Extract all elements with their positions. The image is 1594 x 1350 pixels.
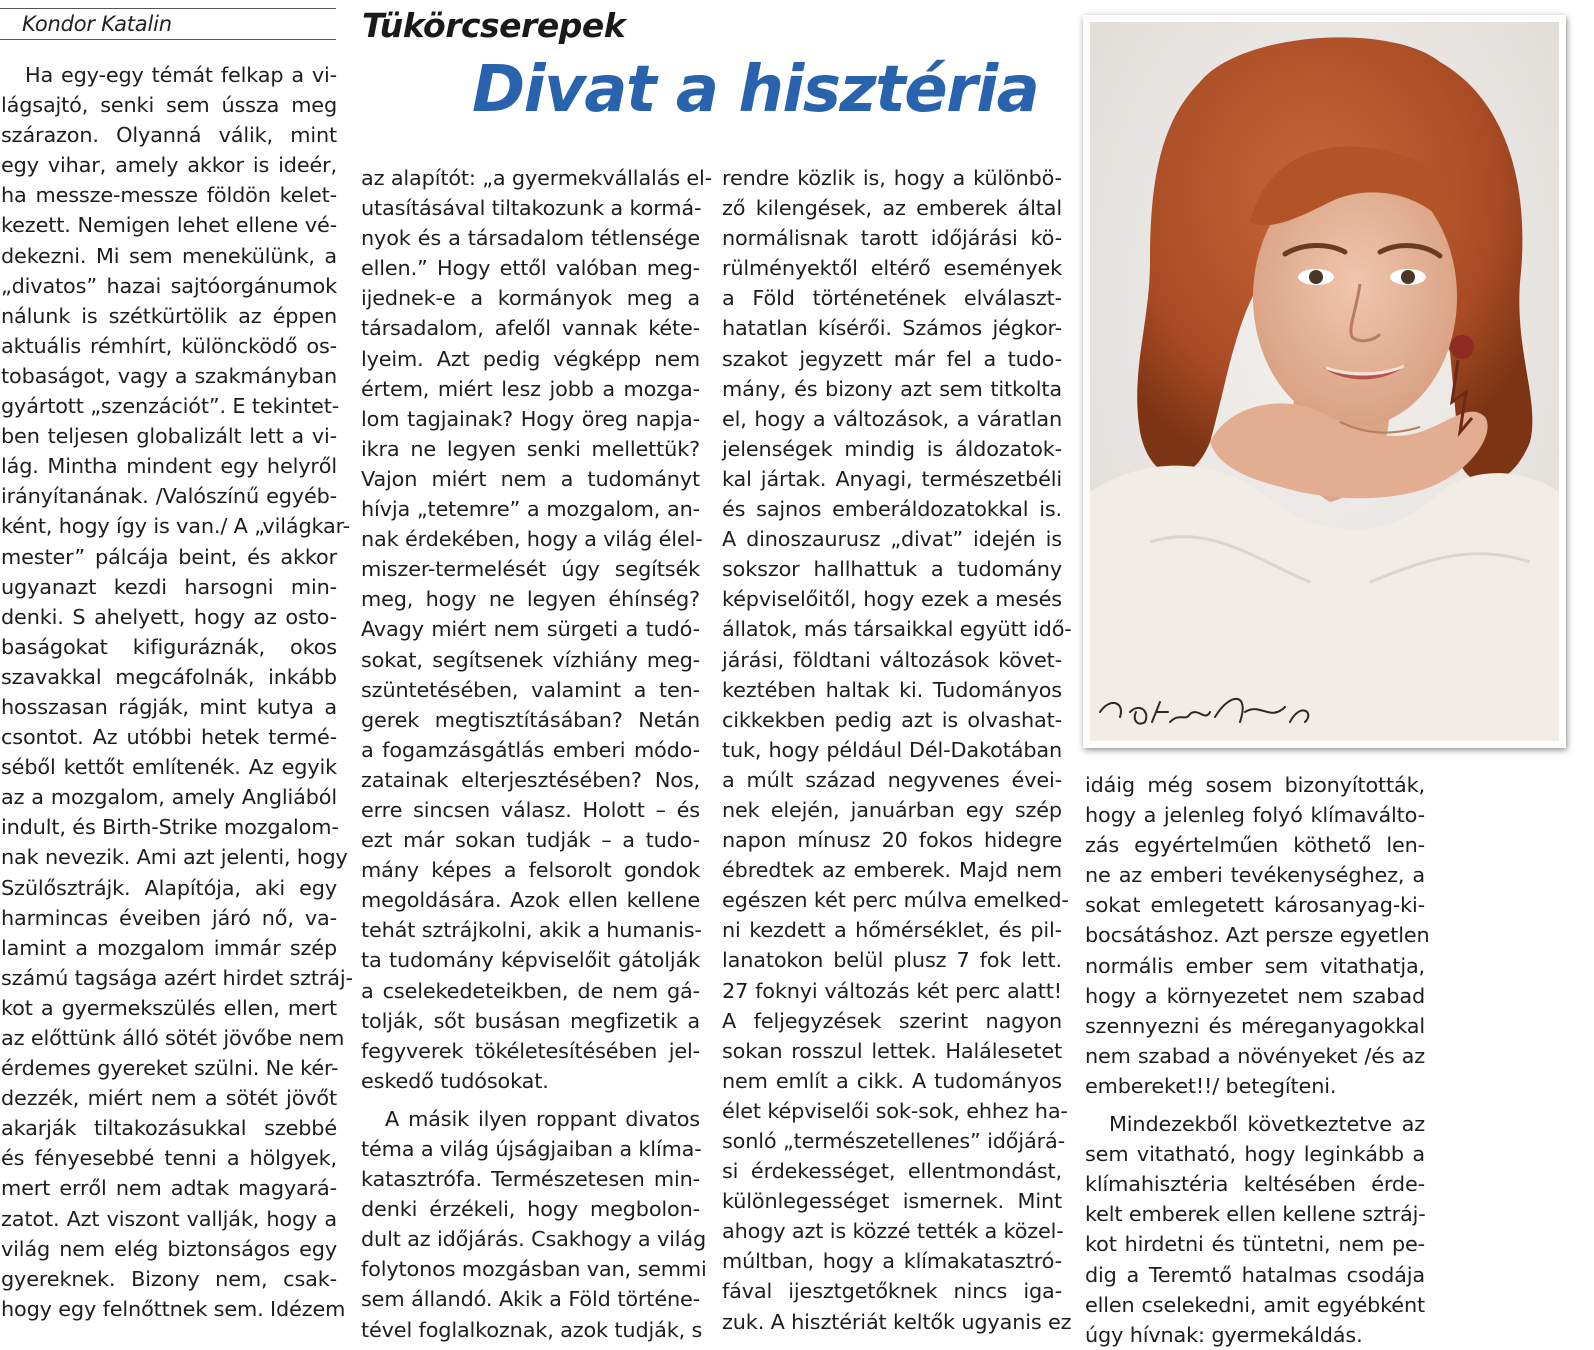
byline-rule-top [0, 8, 336, 9]
text-line: szárazon. Olyanná válik, mint [1, 123, 337, 148]
text-line: ijednek-e a kormányok meg a [361, 286, 700, 311]
text-line: „divatos” hazai sajtóorgánumok [1, 273, 337, 298]
text-line: ezt már sokan tudják – a tudo- [361, 828, 700, 853]
text-line: aktuális rémhírt, különcködő os- [1, 333, 337, 358]
text-line: eskedő tudósokat. [361, 1068, 549, 1093]
text-line: tolják, sőt busásan megfizetik a [361, 1008, 700, 1033]
text-line: 27 foknyi változás két perc alatt! [722, 978, 1062, 1003]
text-line: járási, földtani változások követ- [722, 647, 1062, 672]
text-line: élet képviselői sok-sok, ehhez ha- [722, 1098, 1068, 1123]
text-line: csontot. Az utóbbi hetek termé- [1, 725, 337, 750]
text-line: kot hirdetni és tüntetni, nem pe- [1085, 1232, 1425, 1257]
text-line: mert erről nem adtak magyará- [1, 1176, 337, 1201]
portrait-photo [1083, 15, 1566, 748]
article-headline: Divat a hisztéria [472, 53, 1039, 127]
text-line: ni kezdett a hőmérséklet, és pil- [722, 918, 1062, 943]
text-line: lág. Mintha mindent egy helyről [1, 454, 337, 479]
text-line: bocsátáshoz. Azt persze egyetlen [1085, 923, 1430, 948]
text-line: és sajnos emberáldozatokkal is. [722, 497, 1062, 522]
text-line: sem állandó. Akik a Föld történe- [361, 1287, 700, 1312]
text-line: fával ijesztgetőknek nincs iga- [722, 1279, 1062, 1304]
text-line: nem említ a cikk. A tudományos [722, 1068, 1062, 1093]
text-line: megoldására. Azok ellen kellene [361, 888, 700, 913]
text-line: lágsajtó, senki sem ússza meg [1, 93, 337, 118]
text-line: hívja „tetemre” a mozgalom, an- [361, 497, 700, 522]
text-line: hatatlan kísérői. Számos jégkor- [722, 316, 1062, 341]
text-line: gerek megtisztításában? Netán [361, 707, 700, 732]
text-line: tével foglalkoznak, azok tudják, s [361, 1317, 703, 1342]
text-line: tuk, hogy például Dél-Dakotában [722, 737, 1062, 762]
text-line: normálisnak tarott időjárási kö- [722, 226, 1062, 251]
text-line: Ha egy-egy témát felkap a vi- [25, 63, 337, 87]
text-line: különlegességet ismernek. Mint [722, 1189, 1062, 1214]
text-line: si érdekességet, ellentmondást, [722, 1159, 1062, 1184]
text-line: dig a Teremtő hatalmas csodája [1085, 1262, 1425, 1287]
text-line: dezzék, miért nem a sötét jövőt [1, 1086, 337, 1111]
text-line: ugyanazt kezdi harsogni min- [1, 574, 337, 599]
text-line: tehát sztrájkolni, akik a humanis- [361, 918, 702, 943]
text-line: zatot. Azt viszont vallják, hogy a [1, 1206, 337, 1231]
text-line: téma a világ újságjaiban a klíma- [361, 1137, 702, 1161]
text-line: A dinoszaurusz „divat” idején is [722, 527, 1062, 552]
text-line: harmincas éveiben járó nő, va- [1, 905, 337, 930]
text-line: meg, hogy ne legyen éhínség? [361, 587, 700, 612]
text-line: sokan rosszul lettek. Halálesetet [722, 1038, 1062, 1063]
text-line: denki érzékeli, hogy megbolon- [361, 1197, 700, 1222]
text-line: A feljegyzések szerint nagyon [722, 1008, 1062, 1033]
text-column-2 [361, 163, 713, 1345]
text-line: nak érdekében, hogy a világ élel- [361, 527, 703, 552]
author-byline: Kondor Katalin [22, 12, 172, 36]
text-line: denki. S ahelyett, hogy az osto- [1, 604, 337, 629]
text-line: tobaságot, vagy a szakmányban [1, 363, 337, 388]
text-line: a múlt század negyvenes évei- [722, 767, 1062, 792]
text-line: cikkekben pedig azt is olvashat- [722, 707, 1062, 732]
text-line: rendre közlik is, hogy a különbö- [722, 166, 1062, 190]
text-line: jelenségek mindig is áldozatok- [722, 436, 1062, 461]
text-line: ha messze-messze földön kelet- [1, 183, 337, 208]
text-line: fegyverek tökéletesítésében jel- [361, 1038, 700, 1063]
text-line: baságokat kifiguráznák, okos [1, 634, 337, 659]
text-line: zatainak elterjesztésében? Nos, [361, 767, 700, 792]
text-line: ben teljesen globalizált lett a vi- [1, 424, 337, 449]
text-line: erre sincsen válasz. Holott – és [361, 797, 700, 822]
text-line: nem szabad a növényeket /és az [1085, 1043, 1425, 1068]
text-line: ébredtek az emberek. Majd nem [722, 858, 1062, 883]
text-line: Mindezekből következtetve az [1109, 1112, 1425, 1137]
text-line: utasításával tiltakozunk a kormá- [361, 196, 702, 221]
text-line: ahogy azt is közzé tették a közel- [722, 1219, 1064, 1244]
text-line: embereket!!/ betegíteni. [1085, 1073, 1337, 1098]
text-line: lamint a mozgalom immár szép [1, 935, 337, 960]
text-line: ellen cselekedni, amit egyébként [1085, 1292, 1425, 1317]
text-line: lom tagjainak? Hogy öreg napja- [361, 406, 700, 431]
text-line: hogy egy felnőttnek sem. Idézem [1, 1296, 346, 1321]
text-line: szüntetésében, valamint a ten- [361, 677, 700, 702]
text-line: ta tudomány képviselőit gátolják [361, 948, 700, 973]
text-line: gyártott „szenzációt”. E tekintet- [1, 394, 340, 419]
text-line: hogy a jelenleg folyó klímaválto- [1085, 803, 1425, 828]
text-line: ne az emberi tevékenységhez, a [1085, 863, 1425, 888]
text-line: számú tagsága azért hirdet sztráj- [1, 965, 353, 990]
text-line: kezett. Nemigen lehet ellene vé- [1, 213, 337, 238]
text-line: nálunk is szétkürtölik az éppen [1, 303, 337, 328]
text-line: miszer-termelését úgy segítsék [361, 557, 700, 582]
text-line: állatok, más társaikkal együtt idő- [722, 617, 1072, 642]
text-line: a fogamzásgátlás emberi módo- [361, 737, 700, 762]
text-line: zás egyértelműen köthető len- [1085, 833, 1425, 858]
text-column-1 [1, 60, 353, 1324]
text-line: kelt emberek ellen kellene sztráj- [1085, 1202, 1426, 1227]
text-line: és fényesebbé tenni a hölgyek, [1, 1146, 337, 1171]
text-line: irányítanának. /Valószínű egyéb- [1, 484, 337, 509]
text-line: szavakkal megcáfolnák, inkább [1, 664, 337, 689]
text-line: mester” pálcája beint, és akkor [1, 544, 337, 569]
text-line: gyereknek. Bizony nem, csak- [1, 1266, 337, 1291]
text-line: lyeim. Azt pedig végképp nem [361, 346, 700, 371]
text-line: normális ember sem vitathatja, [1085, 953, 1425, 978]
text-line: nak nevezik. Ami azt jelenti, hogy [1, 845, 348, 870]
text-line: egészen két perc múlva emelked- [722, 888, 1069, 913]
text-line: a Föld történetének elválaszt- [722, 286, 1062, 311]
text-line: A másik ilyen roppant divatos [385, 1106, 700, 1131]
text-line: akarják tiltakozásukkal szebbé [1, 1116, 337, 1141]
text-line: sokszor hallhattuk a tudomány [722, 557, 1062, 582]
text-line: világ nem elég biztonságos egy [1, 1236, 337, 1261]
text-line: kot a gyermekszülés ellen, mert [1, 995, 337, 1020]
text-line: mány képes a felsorolt gondok [361, 858, 700, 883]
text-line: sokat emlegetett károsanyag-ki- [1085, 893, 1425, 918]
byline-rule-bottom [0, 39, 336, 40]
text-line: képviselőitől, hogy ezek a mesés [722, 587, 1062, 612]
text-line: a cselekedeteikben, de nem gá- [361, 978, 700, 1003]
text-column-4 [1085, 770, 1430, 1350]
text-line: értem, miért lesz jobb a mozga- [361, 376, 700, 401]
text-line: séből kettőt említenék. Az egyik [1, 755, 337, 780]
text-line: társadalom, afelől vannak kéte- [361, 316, 700, 341]
text-line: ző kilengések, az emberek által [722, 196, 1062, 221]
text-line: zuk. A hisztériát keltők ugyanis ez [722, 1309, 1072, 1334]
text-line: úgy hívnak: gyermekáldás. [1085, 1322, 1363, 1347]
text-line: lanatokon belül plusz 7 fok lett. [722, 948, 1062, 973]
text-line: kal jártak. Anyagi, természetbéli [722, 466, 1062, 491]
text-line: Avagy miért nem sürgeti a tudó- [361, 617, 700, 642]
text-line: szakot jegyzett már fel a tudo- [722, 346, 1062, 371]
text-line: Szülősztrájk. Alapítója, aki egy [1, 875, 337, 900]
text-line: az a mozgalom, amely Angliából [1, 785, 337, 810]
text-line: sonló „természetellenes” időjárá- [722, 1129, 1065, 1153]
text-line: ellen.” Hogy ettől valóban meg- [361, 256, 700, 281]
text-line: szennyezni és méreganyagokkal [1085, 1013, 1425, 1038]
text-line: dult az időjárás. Csakhogy a világ [361, 1227, 707, 1252]
text-line: idáig még sosem bizonyították, [1085, 773, 1425, 797]
text-line: múltban, hogy a klímakatasztró- [722, 1249, 1062, 1274]
text-line: katasztrófa. Természetesen min- [361, 1167, 700, 1192]
text-line: napon mínusz 20 fokos hidegre [722, 828, 1062, 853]
text-line: mány, és bizony azt sem titkolta [722, 376, 1062, 401]
text-line: sem vitatható, hogy leginkább a [1085, 1142, 1425, 1167]
text-line: nyok és a társadalom tétlensége [361, 226, 700, 251]
text-line: indult, és Birth-Strike mozgalom- [1, 815, 339, 840]
text-line: el, hogy a változások, a váratlan [722, 406, 1062, 431]
text-line: nek elején, januárban egy szép [722, 797, 1062, 822]
text-line: egy vihar, amely akkor is ideér, [1, 153, 337, 178]
text-line: sokat, segítsenek vízhiány meg- [361, 647, 700, 672]
paragraph-gap [361, 1096, 700, 1104]
text-line: ikra ne legyen senki mellettük? [361, 436, 700, 461]
section-kicker: Tükörcserepek [362, 6, 626, 45]
text-line: rülményektől eltérő események [722, 256, 1062, 281]
text-line: hosszasan rágják, mint kutya a [1, 694, 337, 719]
text-line: érdemes gyereket szülni. Ne kér- [1, 1056, 339, 1081]
text-line: hogy a környezetet nem szabad [1085, 983, 1425, 1008]
text-column-3 [722, 163, 1072, 1337]
paragraph-gap [1085, 1101, 1425, 1109]
text-line: keztében haltak ki. Tudományos [722, 677, 1062, 702]
text-line: dekezni. Mi sem menekülünk, a [1, 243, 337, 268]
text-line: ként, hogy így is van./ A „világkar- [1, 514, 351, 539]
text-line: az előttünk álló sötét jövőbe nem [1, 1026, 345, 1050]
text-line: klímahisztéria keltésében érde- [1085, 1172, 1425, 1197]
text-line: Vajon miért nem a tudományt [361, 466, 700, 491]
portrait-illustration [1090, 22, 1559, 741]
text-line: folytonos mozgásban van, semmi [361, 1257, 707, 1282]
text-line: az alapítót: „a gyermekvállalás el- [361, 166, 713, 190]
